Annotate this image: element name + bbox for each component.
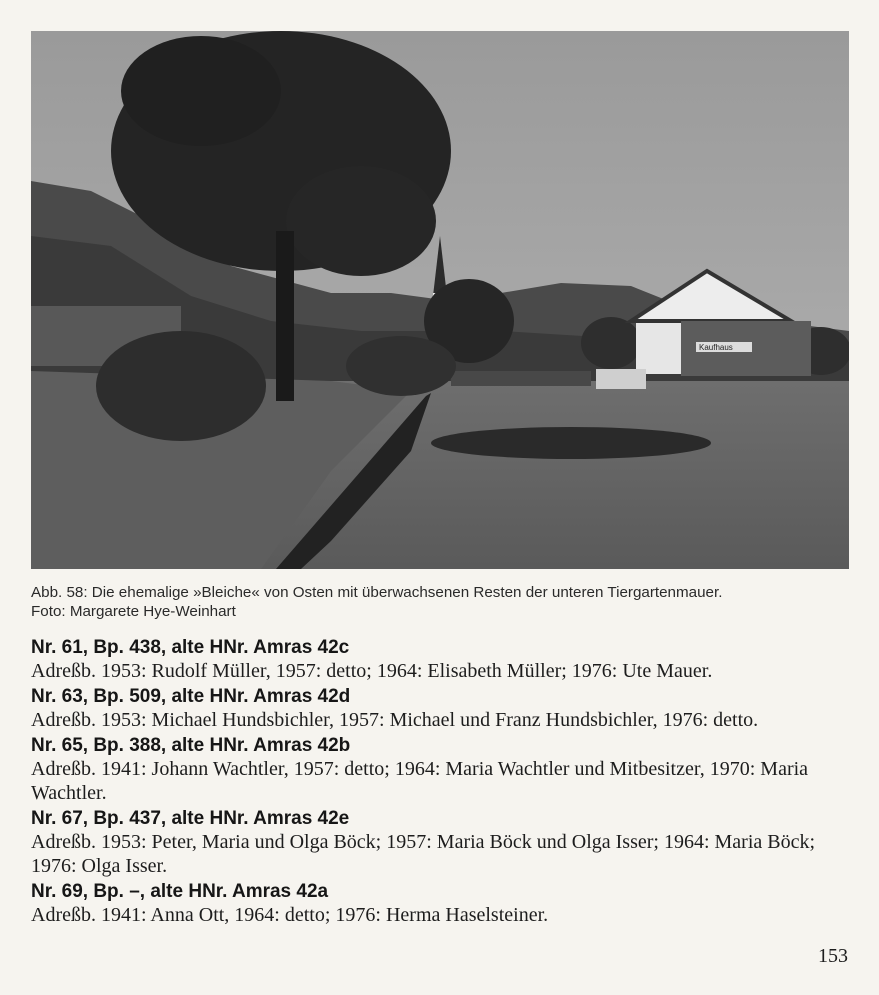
entry-text: Adreßb. 1953: Michael Hundsbichler, 1957: Michael und Franz Hundsbichler, 1976: detto. (31, 709, 759, 731)
bush (96, 331, 266, 441)
entry-text: Adreßb. 1941: Anna Ott, 1964: detto; 1976: Herma Haselsteiner. (31, 904, 549, 926)
property-entries (31, 636, 861, 929)
entry-text: Adreßb. 1953: Rudolf Müller, 1957: detto; 1964: Elisabeth Müller; 1976: Ute Mauer. (31, 660, 713, 682)
fence (451, 371, 591, 386)
entry-nr-61 (31, 636, 861, 683)
entry-text: Adreßb. 1941: Johann Wachtler, 1957: detto; 1964: Maria Wachtler und Mitbesitzer, 1970: Maria Wachtler. (31, 758, 809, 804)
entry-heading: Nr. 69, Bp. –, alte HNr. Amras 42a (31, 881, 329, 902)
entry-heading: Nr. 61, Bp. 438, alte HNr. Amras 42c (31, 637, 350, 658)
photo-illustration (31, 31, 849, 569)
caption-line-1: Abb. 58: Die ehemalige »Bleiche« von Osten mit überwachsenen Resten der unteren Tiergartenmauer. (31, 584, 723, 601)
figure-caption (31, 583, 861, 621)
entry-heading: Nr. 65, Bp. 388, alte HNr. Amras 42b (31, 735, 351, 756)
entry-nr-65 (31, 734, 861, 805)
landscape-photo (31, 31, 849, 569)
entry-text: Adreßb. 1953: Peter, Maria und Olga Böck; 1957: Maria Böck und Olga Isser; 1964: Maria Böck; 1976: Olga Isser. (31, 831, 816, 877)
bush-2 (346, 336, 456, 396)
svg-text:Kaufhaus: Kaufhaus (699, 343, 733, 352)
tree-trunk (276, 231, 294, 401)
entry-nr-67 (31, 807, 861, 878)
tree-shadow (431, 427, 711, 459)
entry-nr-69 (31, 880, 861, 927)
entry-heading: Nr. 63, Bp. 509, alte HNr. Amras 42d (31, 686, 351, 707)
tree-right-1 (581, 317, 641, 369)
shed (596, 369, 646, 389)
page-number: 153 (818, 945, 848, 967)
entry-nr-63 (31, 685, 861, 732)
entry-heading: Nr. 67, Bp. 437, alte HNr. Amras 42e (31, 808, 350, 829)
caption-line-2: Foto: Margarete Hye-Weinhart (31, 603, 236, 620)
